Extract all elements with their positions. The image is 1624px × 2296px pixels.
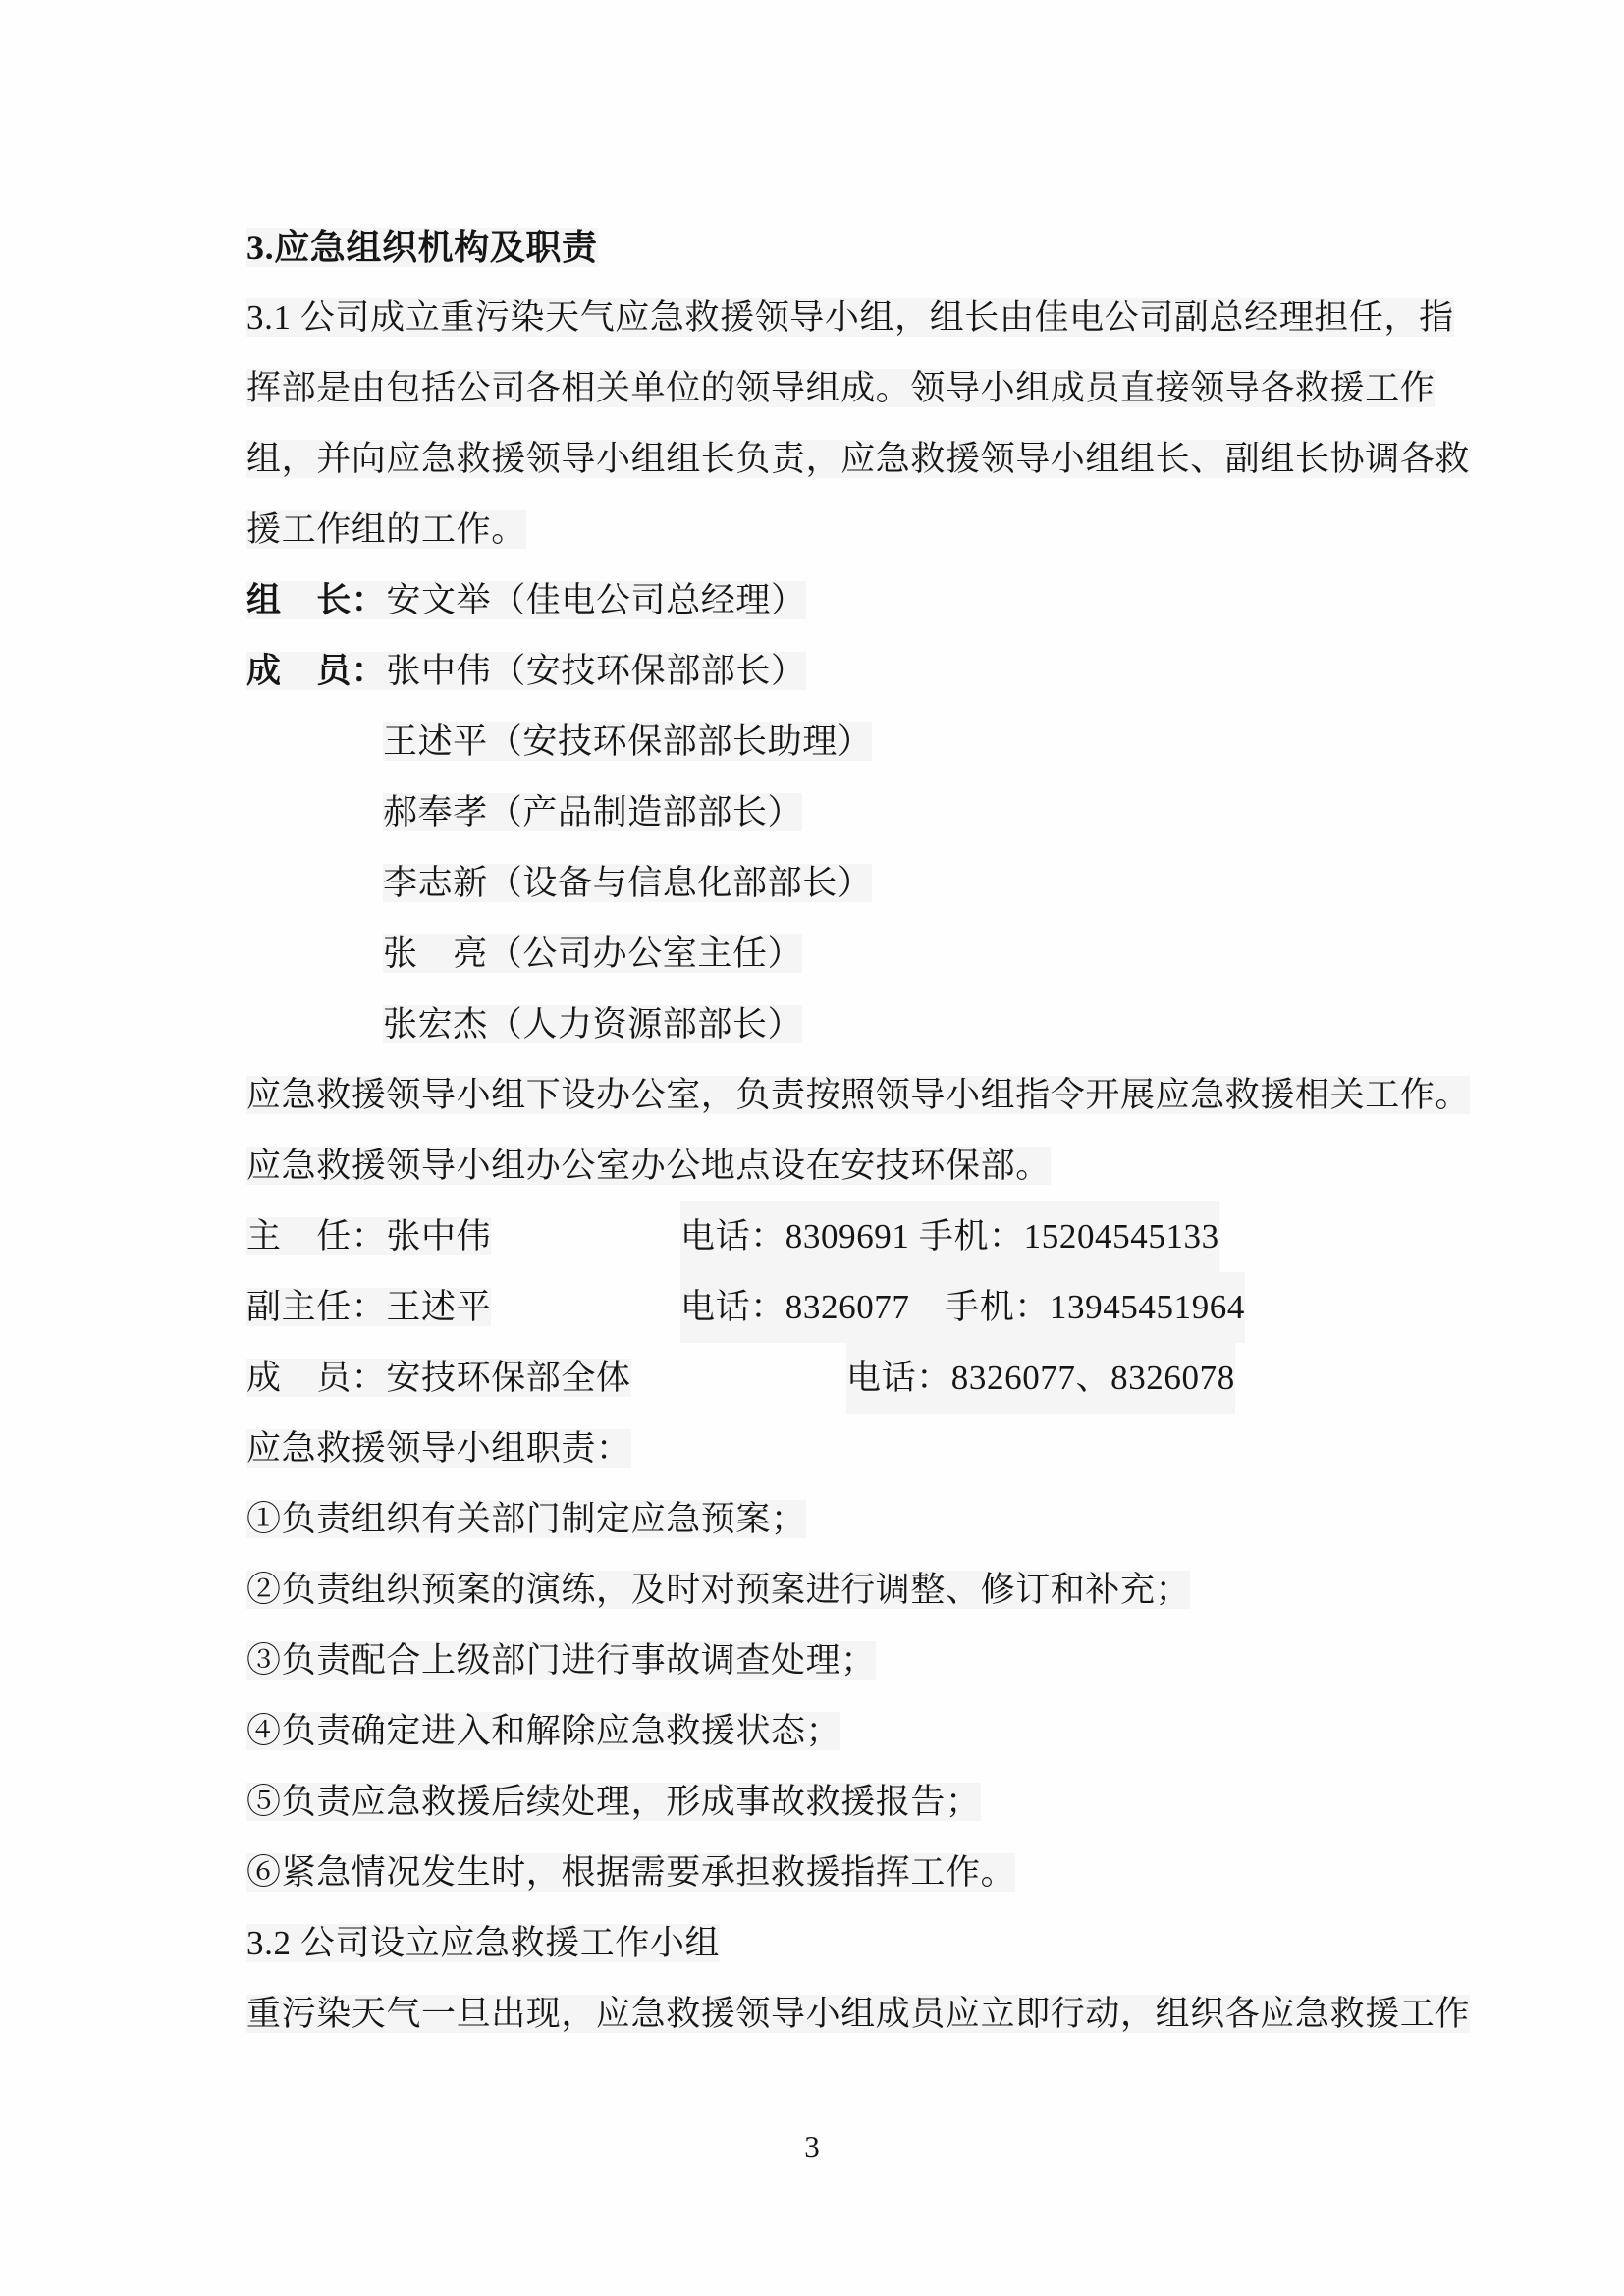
office-contact: 电话：8326077、8326078 bbox=[846, 1343, 1235, 1414]
office-role: 主 任： bbox=[246, 1217, 387, 1255]
office-name: 张中伟 bbox=[386, 1217, 492, 1255]
office-role: 成 员： bbox=[246, 1359, 387, 1397]
member-name: 张 亮（公司办公室主任） bbox=[383, 934, 803, 973]
member-name: 张宏杰（人力资源部部长） bbox=[383, 1005, 803, 1043]
leader-name: 安文举（佳电公司总经理） bbox=[386, 581, 806, 619]
section-heading-text: 3.应急组织机构及职责 bbox=[246, 228, 598, 267]
office-role-name bbox=[246, 1201, 680, 1272]
leader-row bbox=[246, 565, 1439, 636]
office-role-name bbox=[246, 1343, 846, 1414]
duty-item: ④负责确定进入和解除应急救援状态； bbox=[246, 1712, 841, 1750]
document-body bbox=[246, 212, 1471, 2050]
office-role: 副主任： bbox=[246, 1288, 387, 1326]
member-row bbox=[246, 848, 1439, 919]
office-staff-row bbox=[246, 1343, 1439, 1414]
paragraph-line: 组，并向应急救援领导小组组长负责，应急救援领导小组组长、副组长协调各救 bbox=[246, 440, 1471, 478]
member-name: 李志新（设备与信息化部部长） bbox=[383, 864, 873, 902]
duty-item: ⑥紧急情况发生时，根据需要承担救援指挥工作。 bbox=[246, 1853, 1016, 1892]
office-staff-row bbox=[246, 1201, 1439, 1272]
members-label: 成 员： bbox=[246, 652, 387, 690]
office-name: 王述平 bbox=[386, 1288, 492, 1326]
section-32-heading: 3.2 公司设立应急救援工作小组 bbox=[246, 1924, 721, 1962]
member-row bbox=[246, 989, 1439, 1060]
duty-item: ②负责组织预案的演练，及时对预案进行调整、修订和补充； bbox=[246, 1571, 1191, 1609]
paragraph-line: 3.1 公司成立重污染天气应急救援领导小组，组长由佳电公司副总经理担任，指 bbox=[246, 298, 1454, 337]
member-name: 张中伟（安技环保部部长） bbox=[386, 652, 806, 690]
duty-item: ③负责配合上级部门进行事故调查处理； bbox=[246, 1641, 876, 1680]
paragraph-line: 应急救援领导小组办公室办公地点设在安技环保部。 bbox=[246, 1147, 1051, 1185]
duty-item: ①负责组织有关部门制定应急预案； bbox=[246, 1500, 806, 1538]
member-row bbox=[246, 919, 1439, 989]
duties-title: 应急救援领导小组职责： bbox=[246, 1429, 631, 1468]
office-contact: 电话：8326077 手机：13945451964 bbox=[680, 1272, 1245, 1343]
duty-item: ⑤负责应急救援后续处理，形成事故救援报告； bbox=[246, 1783, 981, 1821]
office-staff-row bbox=[246, 1272, 1439, 1343]
member-name: 郝奉孝（产品制造部部长） bbox=[383, 793, 803, 831]
office-contact: 电话：8309691 手机：15204545133 bbox=[680, 1201, 1219, 1272]
paragraph-line: 援工作组的工作。 bbox=[246, 510, 526, 549]
section-heading bbox=[246, 212, 1439, 283]
office-name: 安技环保部全体 bbox=[386, 1359, 631, 1397]
member-name: 王述平（安技环保部部长助理） bbox=[383, 722, 873, 761]
paragraph-line: 应急救援领导小组下设办公室，负责按照领导小组指令开展应急救援相关工作。 bbox=[246, 1076, 1471, 1114]
paragraph-line: 挥部是由包括公司各相关单位的领导组成。领导小组成员直接领导各救援工作 bbox=[246, 369, 1435, 407]
paragraph-line: 重污染天气一旦出现，应急救援领导小组成员应立即行动，组织各应急救援工作 bbox=[246, 1995, 1471, 2033]
leader-label: 组 长： bbox=[246, 581, 387, 619]
member-row bbox=[246, 707, 1439, 777]
office-role-name bbox=[246, 1272, 680, 1343]
page-number: 3 bbox=[804, 2129, 820, 2163]
member-row bbox=[246, 636, 1439, 707]
member-row bbox=[246, 777, 1439, 848]
